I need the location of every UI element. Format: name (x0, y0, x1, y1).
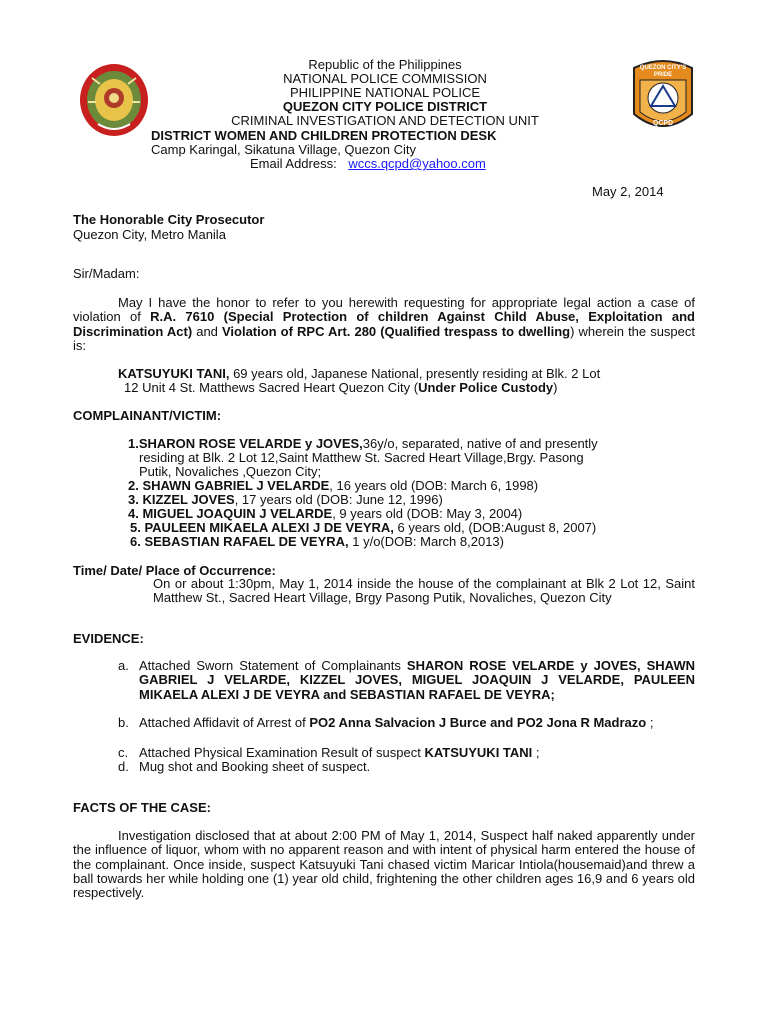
occurrence-heading: Time/ Date/ Place of Occurrence: (73, 563, 276, 578)
suspect-line-1 (118, 366, 600, 381)
complainant-heading: COMPLAINANT/VICTIM: (73, 408, 222, 423)
victim-detail: , 17 years old (DOB: June 12, 1996) (234, 492, 443, 507)
suspect-name: KATSUYUKI TANI, (118, 366, 230, 381)
victim-name: SHARON ROSE VELARDE y JOVES, (138, 436, 363, 451)
victim-detail: 6 years old, (DOB:August 8, 2007) (393, 520, 597, 535)
victim-2 (128, 478, 538, 493)
letterhead-pnp: PHILIPPINE NATIONAL POLICE (290, 85, 480, 100)
intro-paragraph (73, 296, 695, 353)
victim-name: SHAWN GABRIEL J VELARDE (138, 478, 330, 493)
intro-law-rpc280: Violation of RPC Art. 280 (Qualified trespass to dwelling (221, 323, 571, 339)
victim-name: SEBASTIAN RAFAEL DE VEYRA, (140, 534, 349, 549)
suspect-custody: Under Police Custody (418, 380, 554, 395)
evidence-c-text: Attached Physical Examination Result of suspect (139, 745, 425, 760)
letterhead-address: Camp Karingal, Sikatuna Village, Quezon City (151, 142, 416, 157)
letterhead-napolcom: NATIONAL POLICE COMMISSION (283, 71, 487, 86)
evidence-c-label: c. (118, 745, 129, 760)
letterhead-wcpd: DISTRICT WOMEN AND CHILDREN PROTECTION DESK (151, 128, 497, 143)
victim-number: 2. (128, 478, 139, 493)
evidence-a-label: a. (118, 658, 129, 673)
victim-4 (128, 506, 522, 521)
letterhead (160, 58, 610, 128)
victim-name: KIZZEL JOVES (138, 492, 235, 507)
victim-1 (128, 436, 598, 451)
evidence-b-officers: PO2 Anna Salvacion J Burce and PO2 Jona R Madrazo (309, 715, 647, 730)
evidence-item-b (139, 716, 695, 730)
suspect-line-2 (124, 380, 558, 395)
victim-number: 1. (128, 436, 139, 451)
suspect-address: 12 Unit 4 St. Matthews Sacred Heart Quezon City ( (124, 380, 419, 395)
victim-1-address-1: residing at Blk. 2 Lot 12,Saint Matthew St. Sacred Heart Village,Brgy. Pasong (139, 450, 584, 465)
victim-5 (130, 520, 596, 535)
intro-text-1: May I have the honor to refer to you herewith requesting for appropriate legal action a case of violation of (73, 295, 695, 325)
letter-date: May 2, 2014 (592, 184, 664, 199)
salutation: Sir/Madam: (73, 266, 140, 281)
letterhead-email-row (250, 156, 486, 171)
victim-1-address-2: Putik, Novaliches ,Quezon City; (139, 464, 322, 479)
email-label: Email Address: (250, 156, 337, 171)
victim-detail: , 9 years old (DOB: May 3, 2004) (332, 506, 523, 521)
evidence-item-a (139, 659, 695, 702)
evidence-heading: EVIDENCE: (73, 631, 144, 646)
intro-text-3: ) wherein the suspect is: (73, 323, 695, 353)
suspect-details: 69 years old, Japanese National, presently residing at Blk. 2 Lot (229, 366, 601, 381)
addressee-place: Quezon City, Metro Manila (73, 227, 226, 242)
facts-text: Investigation disclosed that at about 2:00 PM of May 1, 2014, Suspect half naked apparently under the influence of liquor, whom with no apparent reason and with intent of physical harm entered the house of the complainant. Once inside, suspect Katsuyuki Tani chased victim Maricar Intiola(housemaid)and threw a ball towards her while holding one (1) year old child, frightening the other children ages 16,9 and 6 years old respectively. (73, 828, 695, 901)
letterhead-republic: Republic of the Philippines (308, 57, 462, 72)
evidence-item-c (139, 745, 540, 760)
intro-law-ra7610: R.A. 7610 (Special Protection of children Against Child Abuse, Exploitation and Discrimination Act) (73, 309, 695, 339)
qcpd-badge-logo (628, 58, 698, 136)
facts-heading: FACTS OF THE CASE: (73, 800, 211, 815)
victim-detail: 36y/o, separated, native of and presently (362, 436, 598, 451)
email-link[interactable]: wccs.qcpd@yahoo.com (348, 156, 486, 171)
evidence-b-end: ; (646, 715, 654, 730)
evidence-c-suspect: KATSUYUKI TANI (424, 745, 533, 760)
badge-top-text: QUEZON CITY'S PRIDE (639, 65, 687, 78)
victim-number: 3. (128, 492, 139, 507)
victim-detail: , 16 years old (DOB: March 6, 1998) (329, 478, 539, 493)
victim-6 (130, 534, 504, 549)
evidence-a-names: SHARON ROSE VELARDE y JOVES, SHAWN GABRIEL J VELARDE, KIZZEL JOVES, MIGUEL JOAQUIN J VELARDE, PAULEEN MIKAELA ALEXI J DE VEYRA and SEBASTIAN RAFAEL DE VEYRA; (139, 658, 695, 702)
badge-bottom-text: QCPD (652, 120, 674, 127)
intro-text-2: and (192, 323, 222, 339)
victim-name: . MIGUEL JOAQUIN J VELARDE (135, 506, 333, 521)
victim-detail: 1 y/o(DOB: March 8,2013) (348, 534, 504, 549)
evidence-c-end: ; (532, 745, 540, 760)
pnp-seal-logo (78, 62, 150, 138)
victim-name: PAULEEN MIKAELA ALEXI J DE VEYRA, (140, 520, 394, 535)
suspect-close: ) (553, 380, 558, 395)
evidence-d-label: d. (118, 759, 129, 774)
evidence-a-text: Attached Sworn Statement of Complainants (139, 658, 407, 673)
addressee-name: The Honorable City Prosecutor (73, 212, 265, 227)
occurrence-text: On or about 1:30pm, May 1, 2014 inside the house of the complainant at Blk 2 Lot 12, Saint Matthew St., Sacred Heart Village, Brgy Pasong Putik, Novaliches, Quezon City (153, 576, 695, 606)
evidence-item-d: Mug shot and Booking sheet of suspect. (139, 759, 371, 774)
victim-number: 5. (130, 520, 141, 535)
evidence-b-label: b. (118, 715, 129, 730)
victim-number: 6. (130, 534, 141, 549)
victim-3 (128, 492, 443, 507)
letterhead-qcpd: QUEZON CITY POLICE DISTRICT (282, 99, 488, 114)
victim-number: 4 (128, 506, 136, 521)
evidence-b-text: Attached Affidavit of Arrest of (139, 715, 310, 730)
letterhead-cidu: CRIMINAL INVESTIGATION AND DETECTION UNIT (231, 113, 539, 128)
